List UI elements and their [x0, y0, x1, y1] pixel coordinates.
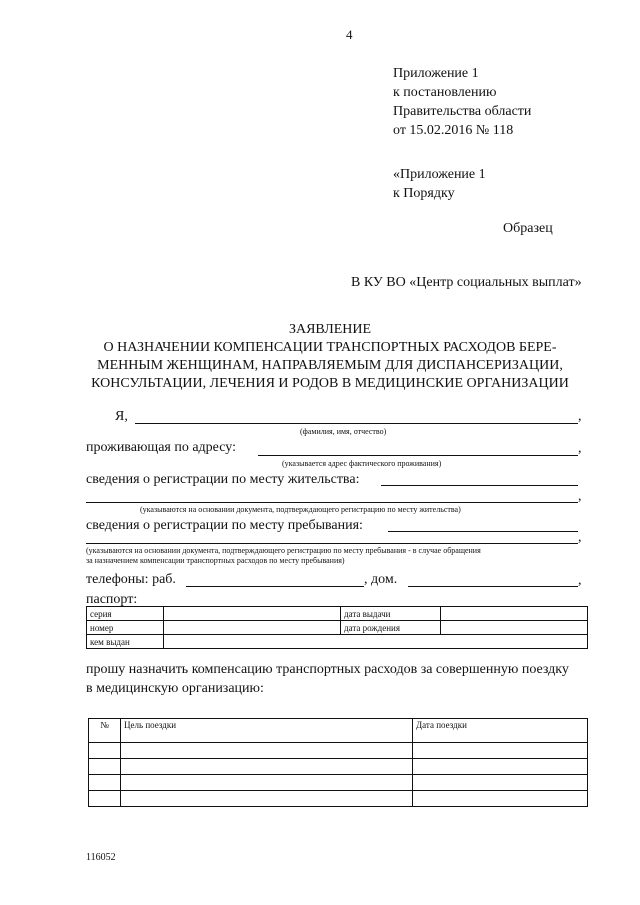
reg-residence-hint: (указываются на основании документа, подтверждающего регистрацию по месту жительства): [140, 505, 461, 514]
reg-stay-hint-1: (указываются на основании документа, подтверждающего регистрацию по месту пребывания - в случае обращения: [86, 546, 481, 555]
title-line: ЗАЯВЛЕНИЕ: [288, 322, 372, 337]
trips-cell[interactable]: [89, 791, 121, 807]
trips-col-purpose: Цель поездки: [121, 719, 413, 743]
home-phone-label: , дом.: [364, 572, 398, 587]
title-line: О НАЗНАЧЕНИИ КОМПЕНСАЦИИ ТРАНСПОРТНЫХ РАСХОДОВ БЕРЕ-: [103, 340, 557, 355]
trips-cell[interactable]: [121, 759, 413, 775]
passport-issued-by-label: кем выдан: [87, 635, 164, 649]
title-line: МЕННЫМ ЖЕНЩИНАМ, НАПРАВЛЯЕМЫМ ДЛЯ ДИСПАНСЕРИЗАЦИИ,: [97, 358, 563, 373]
phone-work-line[interactable]: [186, 586, 364, 587]
appendix-line: Приложение 1: [393, 66, 479, 81]
document-title: [60, 321, 600, 393]
comma: ,: [578, 489, 582, 504]
passport-issued-by-value[interactable]: [164, 635, 588, 649]
reg-residence-line-2[interactable]: [86, 502, 578, 503]
phones-label: телефоны: раб.: [86, 572, 176, 587]
passport-table: [86, 606, 588, 649]
appendix-line: к постановлению: [393, 85, 497, 100]
comma: ,: [578, 573, 582, 588]
trips-col-no: №: [89, 719, 121, 743]
passport-issue-date-label: дата выдачи: [341, 607, 441, 621]
page-number: 4: [346, 27, 353, 42]
reg-stay-line-2[interactable]: [86, 543, 578, 544]
passport-birth-date-value[interactable]: [441, 621, 588, 635]
trips-cell[interactable]: [121, 775, 413, 791]
appendix-line: Правительства области: [393, 104, 532, 119]
reg-residence-label: сведения о регистрации по месту жительства:: [86, 472, 360, 487]
request-line: прошу назначить компенсацию транспортных расходов за совершенную поездку: [86, 662, 569, 677]
sample-label: Образец: [503, 221, 553, 236]
trips-cell[interactable]: [89, 775, 121, 791]
comma: ,: [578, 530, 582, 545]
reg-stay-line[interactable]: [388, 531, 578, 532]
fio-hint: (фамилия, имя, отчество): [300, 427, 387, 436]
comma: ,: [578, 409, 582, 424]
reg-stay-hint-2: за назначением компенсации транспортных расходов по месту пребывания): [86, 556, 345, 565]
reg-residence-line[interactable]: [381, 485, 578, 486]
passport-birth-date-label: дата рождения: [341, 621, 441, 635]
passport-series-label: серия: [87, 607, 164, 621]
reg-stay-label: сведения о регистрации по месту пребывания:: [86, 518, 363, 533]
trips-cell[interactable]: [121, 743, 413, 759]
footer-code: 116052: [86, 852, 116, 863]
trips-cell[interactable]: [89, 743, 121, 759]
phone-home-line[interactable]: [408, 586, 578, 587]
appendix2-line: «Приложение 1: [393, 167, 486, 182]
trips-table: [88, 718, 588, 807]
i-label: Я,: [115, 409, 128, 424]
trips-cell[interactable]: [413, 743, 588, 759]
passport-label: паспорт:: [86, 592, 138, 607]
address-hint: (указывается адрес фактического проживания): [282, 459, 442, 468]
appendix2-block: [393, 165, 486, 203]
passport-issue-date-value[interactable]: [441, 607, 588, 621]
appendix2-line: к Порядку: [393, 186, 455, 201]
title-line: КОНСУЛЬТАЦИИ, ЛЕЧЕНИЯ И РОДОВ В МЕДИЦИНСКИЕ ОРГАНИЗАЦИИ: [91, 376, 569, 391]
appendix-line: от 15.02.2016 № 118: [393, 123, 514, 138]
trips-cell[interactable]: [121, 791, 413, 807]
address-label: проживающая по адресу:: [86, 440, 236, 455]
trips-cell[interactable]: [89, 759, 121, 775]
request-text: [86, 660, 569, 698]
passport-series-value[interactable]: [164, 607, 341, 621]
passport-number-label: номер: [87, 621, 164, 635]
trips-cell[interactable]: [413, 791, 588, 807]
trips-col-date: Дата поездки: [413, 719, 588, 743]
request-line: в медицинскую организацию:: [86, 681, 264, 696]
passport-number-value[interactable]: [164, 621, 341, 635]
trips-cell[interactable]: [413, 775, 588, 791]
trips-cell[interactable]: [413, 759, 588, 775]
address-line[interactable]: [258, 455, 578, 456]
appendix-block: [393, 64, 531, 140]
comma: ,: [578, 441, 582, 456]
addressee: В КУ ВО «Центр социальных выплат»: [351, 275, 582, 290]
fio-line[interactable]: [135, 423, 578, 424]
